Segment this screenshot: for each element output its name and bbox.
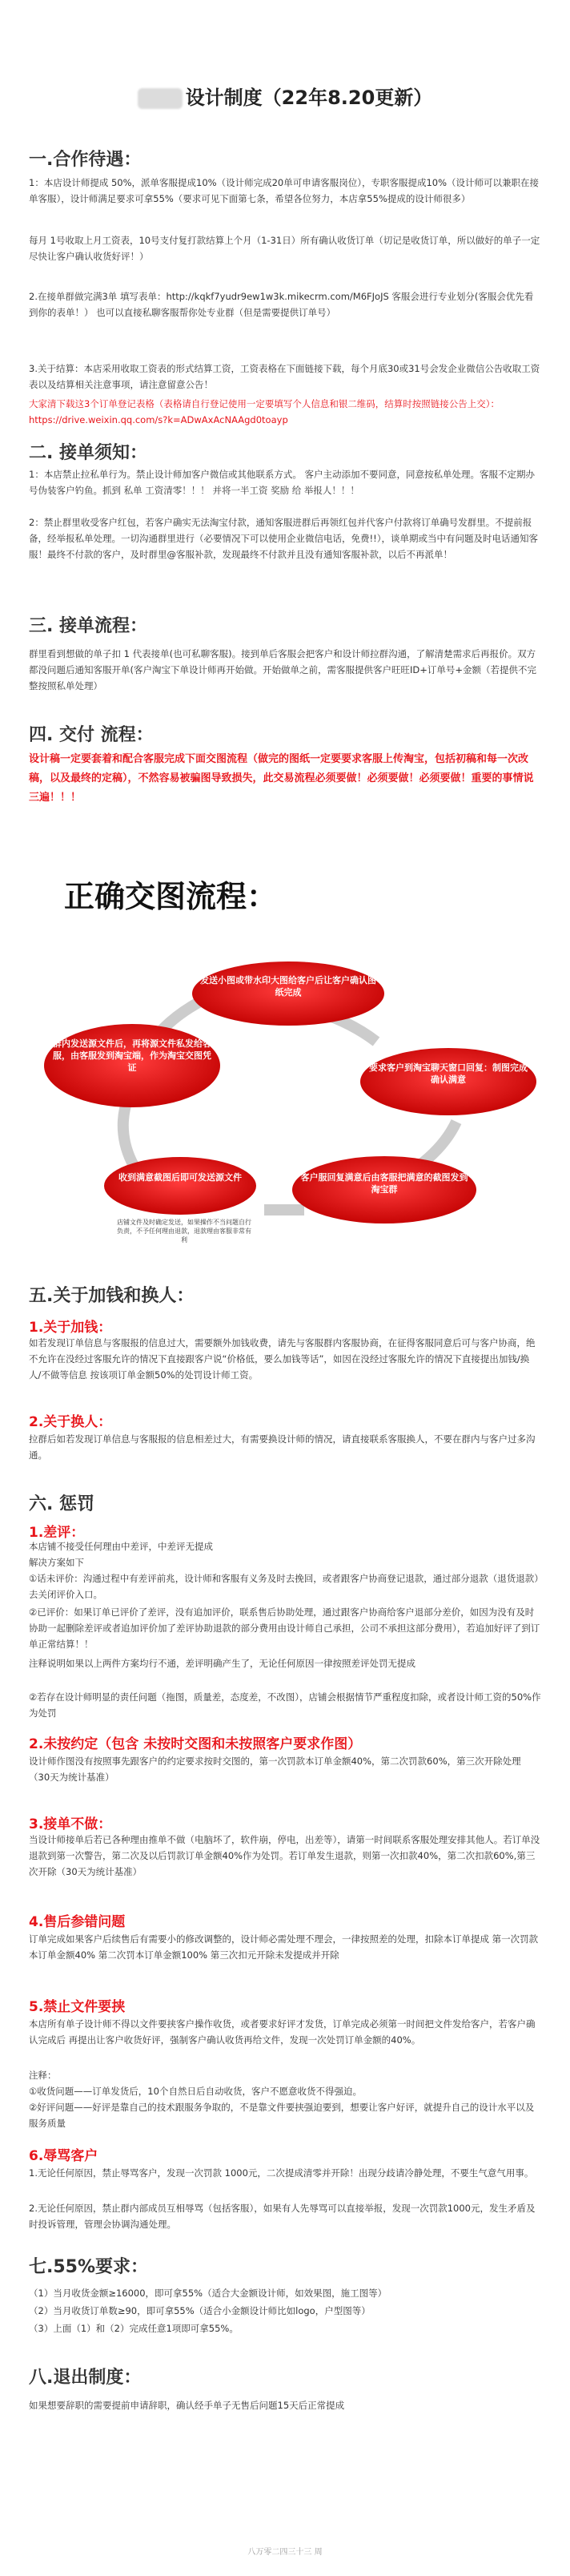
section-1-p5[interactable]: 大家清下载这3个订单登记表格（表格请自行登记使用一定要填写个人信息和银二维码，结算时按照链接公告上交）：https://drive.weixin.qq.com/s?k=ADwAxAcNAAgd0toayp bbox=[29, 398, 500, 425]
section-6-t5c: ①收货问题——订单发货后，10个自然日后自动收货，客户不愿意收货不得强迫。 bbox=[29, 2086, 362, 2097]
section-6-t5d: ②好评问题——好评是靠自己的技术跟服务争取的，不是靠文件要挟强迫要到，想要让客户好评，就提升自己的设计水平以及服务质量 bbox=[29, 2102, 535, 2129]
section-5-t2: 拉群后如若发现订单信息与客服报的信息相差过大，有需要换设计师的情况，请直接联系客服换人，不要在群内与客户过多沟通。 bbox=[29, 1433, 536, 1461]
section-3-heading: 三. 接单流程： bbox=[29, 616, 148, 636]
footer-text: 八万零二四三十三 周 bbox=[247, 2548, 323, 2557]
section-6-sub3: 3.接单不做： bbox=[29, 1816, 112, 1832]
section-1-p3: 2.在接单群做完满3单 填写表单：http://kqkf7yudr9ew1w3k.mikecrm.com/M6FJoJS 客服会进行专业划分(客服会优先看到你的表单！） 也可以直接私聊客服帮你处专业群（但是需要提供订单号） bbox=[29, 291, 534, 318]
section-6-t3: 当设计师接单后若已各种理由推单不做（电脑坏了，软件崩，停电，出差等），请第一时间联系客服处理安排其他人。若订单没退款到第一次警告，第二次及以后罚款订单金额40%作为处罚。若订单发生退款，则第一次扣款40%，第二次扣款60%,第三次开除（30天为统计基准） bbox=[29, 1834, 540, 1877]
flow-note: 店铺文件及时确定发送，如果操作不当问题自行负责，不予任何理由退款，退款理由客服非常有利 bbox=[117, 1219, 251, 1244]
section-5-sub2: 2.关于换人： bbox=[29, 1414, 112, 1430]
section-6-t1b: 解决方案如下 bbox=[29, 1557, 84, 1568]
flow-diagram bbox=[40, 945, 536, 1250]
section-6-sub5: 5.禁止文件要挟 bbox=[29, 1999, 126, 2015]
section-6-t5a: 本店所有单子设计师不得以文件要挟客户操作收货，或者要求好评才发货，订单完成必须第一时间把文件发给客户，若客户确认完成后 再提出让客户收货好评，强制客户确认收货再给文件，发现一次处罚订单金额的40%。 bbox=[29, 2018, 536, 2046]
section-7-heading: 七.55%要求： bbox=[29, 2257, 149, 2277]
section-7-item-1: （1）当月收货金额≥16000，即可拿55%（适合大金额设计师，如效果图，施工图等） bbox=[29, 2288, 387, 2299]
flow-step-5-text: 群内发送源文件后，再将源文件私发给客服，由客服发到淘宝端，作为淘宝交图凭证 bbox=[53, 1038, 211, 1073]
section-8-heading: 八.退出制度： bbox=[29, 2368, 142, 2388]
section-6-t5b: 注释： bbox=[29, 2070, 57, 2081]
flow-step-3-text: 客户服回复满意后由客服把满意的截图发到淘宝群 bbox=[300, 1172, 468, 1195]
section-7-item-3: （3）上面（1）和（2）完成任意1项即可拿55%。 bbox=[29, 2323, 239, 2334]
section-6-t6b: 2.无论任何原因，禁止群内部成员互相辱骂（包括客服），如果有人先辱骂可以直接举报，发现一次罚款1000元，发生矛盾及时投诉管理，管理会协调沟通处理。 bbox=[29, 2203, 536, 2230]
section-6-t6a: 1.无论任何原因，禁止辱骂客户，发现一次罚款 1000元，二次提成清零并开除！出现分歧请冷静处理，不要生气意气用事。 bbox=[29, 2167, 534, 2179]
blurred-logo bbox=[138, 88, 183, 109]
section-5-t1: 如若发现订单信息与客服报的信息过大，需要额外加钱收费，请先与客服群内客服协商，在征得客服同意后可与客户协商，绝不允许在没经过客服允许的情况下直接跟客户说“价格低，要么加钱等话”，如因在没经过客服允许的情况下直接提出加钱/换人/不做等信息 按该项订单金额50%的处罚设计师工资。 bbox=[29, 1337, 536, 1381]
section-2-p1: 1：本店禁止拉私单行为。禁止设计师加客户微信或其他联系方式。 客户主动添加不要同意，同意按私单处理。客服不定期办号伪装客户钓鱼。抓到 私单 工资清零！！！ 并将一半工资 奖励 给 举报人！！！ bbox=[29, 469, 535, 496]
section-6-t1a: 本店铺不接受任何理由中差评，中差评无提成 bbox=[29, 1541, 213, 1552]
section-5-heading: 五.关于加钱和换人： bbox=[29, 1286, 195, 1306]
section-6-heading: 六. 惩罚 bbox=[29, 1494, 95, 1514]
section-2-heading: 二. 接单须知： bbox=[29, 443, 148, 463]
flow-step-1-text: 发送小图或带水印大图给客户后让客户确认图纸完成 bbox=[200, 975, 376, 998]
section-4-p1: 设计稿一定要套着和配合客服完成下面交图流程（做完的图纸一定要要求客服上传淘宝，包括初稿和每一次改稿，以及最终的定稿），不然容易被骗图导致损失，此交易流程必须要做！必须要做！必须要做！重要的事情说三遍！！！ bbox=[29, 753, 534, 804]
section-1-p2: 每月 1号收取上月工资表，10号支付复打款结算上个月（1-31日）所有确认收货订单（切记是收货订单，所以做好的单子一定尽快让客户确认收货好评！） bbox=[29, 235, 540, 262]
section-6-t4: 订单完成如果客户后续售后有需要小的修改调整的，设计师必需处理不理会，一律按照差的处理，扣除本订单提成 第一次罚款本订单金额40% 第二次罚本订单金额100% 第三次扣元开除未发提成并开除 bbox=[29, 1933, 539, 1961]
section-1-p4: 3.关于结算：本店采用收取工资表的形式结算工资，工资表格在下面链接下载，每个月底30或31号会发企业微信公告收取工资表以及结算相关注意事项，请注意留意公告！ bbox=[29, 363, 540, 390]
section-6-sub1: 1.差评： bbox=[29, 1525, 85, 1541]
section-6-sub6: 6.辱骂客户 bbox=[29, 2148, 98, 2164]
section-8-p1: 如果想要辞职的需要提前申请辞职，确认经手单子无售后问题15天后正常提成 bbox=[29, 2400, 345, 2411]
section-1-heading: 一.合作待遇： bbox=[29, 150, 142, 170]
page-title: 设计制度（22年8.20更新） bbox=[0, 82, 570, 110]
flow-step-2-text: 要求客户到淘宝聊天窗口回复：制图完成确认满意 bbox=[369, 1062, 528, 1085]
section-4-heading: 四. 交付 流程： bbox=[29, 725, 154, 745]
section-1-p1: 1：本店设计师提成 50%，派单客服提成10%（设计师完成20单可申请客服岗位），专职客服提成10%（设计师可以兼职在接单客服），设计师满足要求可拿55%（要求可见下面第七条，希望各位努力，本店拿55%提成的设计师很多） bbox=[29, 177, 540, 204]
section-6-t1e: 注释说明如果以上两件方案均行不通，差评明确产生了，无论任何原因一律按照差评处罚无提成 bbox=[29, 1658, 415, 1669]
section-6-sub2: 2.未按约定（包含 未按时交图和未按照客户要求作图） bbox=[29, 1736, 362, 1752]
section-6-sub4: 4.售后参错问题 bbox=[29, 1914, 126, 1930]
section-7-item-2: （2）当月收货订单数≥90，即可拿55%（适合小金额设计师比如logo，户型图等） bbox=[29, 2305, 371, 2316]
section-2-p2: 2：禁止群里收受客户红包，若客户确实无法淘宝付款，通知客服进群后再领红包并代客户付款将订单确号发群里。不提前报备，经举报私单处理。一切沟通群里进行（必要情况下可以使用企业微信电话，免费!!），谈单期或当中有问题及时电话通知客服！最终不付款的客户，及时群里@客服补款，发现最终不付款并且没有通知客服补款，以后不再派单！ bbox=[29, 517, 538, 560]
section-3-p1: 群里看到想做的单子扣 1 代表接单(也可私聊客服)。接到单后客服会把客户和设计师拉群沟通，了解清楚需求后再报价。双方都没问题后通知客服开单(客户淘宝下单设计师再开始做。开始做单之前，需客服提供客户旺旺ID+订单号+金额（若提供不完整按照私单处理） bbox=[29, 648, 536, 691]
section-6-t1f: ②若存在设计师明显的责任问题（拖图，质量差，态度差，不改图），店铺会根据情节严重程度扣除，或者设计师工资的50%作为处罚 bbox=[29, 1691, 541, 1719]
section-6-t1d: ②已评价：如果订单已评价了差评，没有追加评价，联系售后协助处理，通过跟客户协商给客户退部分差价，如因为没有及时协助一起删除差评或者追加评价加了差评协助退款的部分费用由设计师自己承担，公司不承担这部分费用），若追加好评了到订单正常结算！！ bbox=[29, 1606, 540, 1650]
section-5-sub1: 1.关于加钱： bbox=[29, 1320, 112, 1336]
flow-title: 正确交图流程： bbox=[64, 879, 278, 914]
flow-step-4-text: 收到满意截图后即可发送源文件 bbox=[118, 1172, 242, 1183]
section-6-t2: 设计师作图没有按照事先跟客户的约定要求按时交图的，第一次罚款本订单金额40%，第二次罚款60%，第三次开除处理（30天为统计基准） bbox=[29, 1756, 521, 1783]
section-6-t1c: ①话未评价：沟通过程中有差评前兆，设计师和客服有义务及时去挽回，或者跟客户协商登记退款，通过部分退款（退货退款）去关闭评价入口。 bbox=[29, 1573, 540, 1600]
arrow-4 bbox=[123, 1098, 136, 1170]
